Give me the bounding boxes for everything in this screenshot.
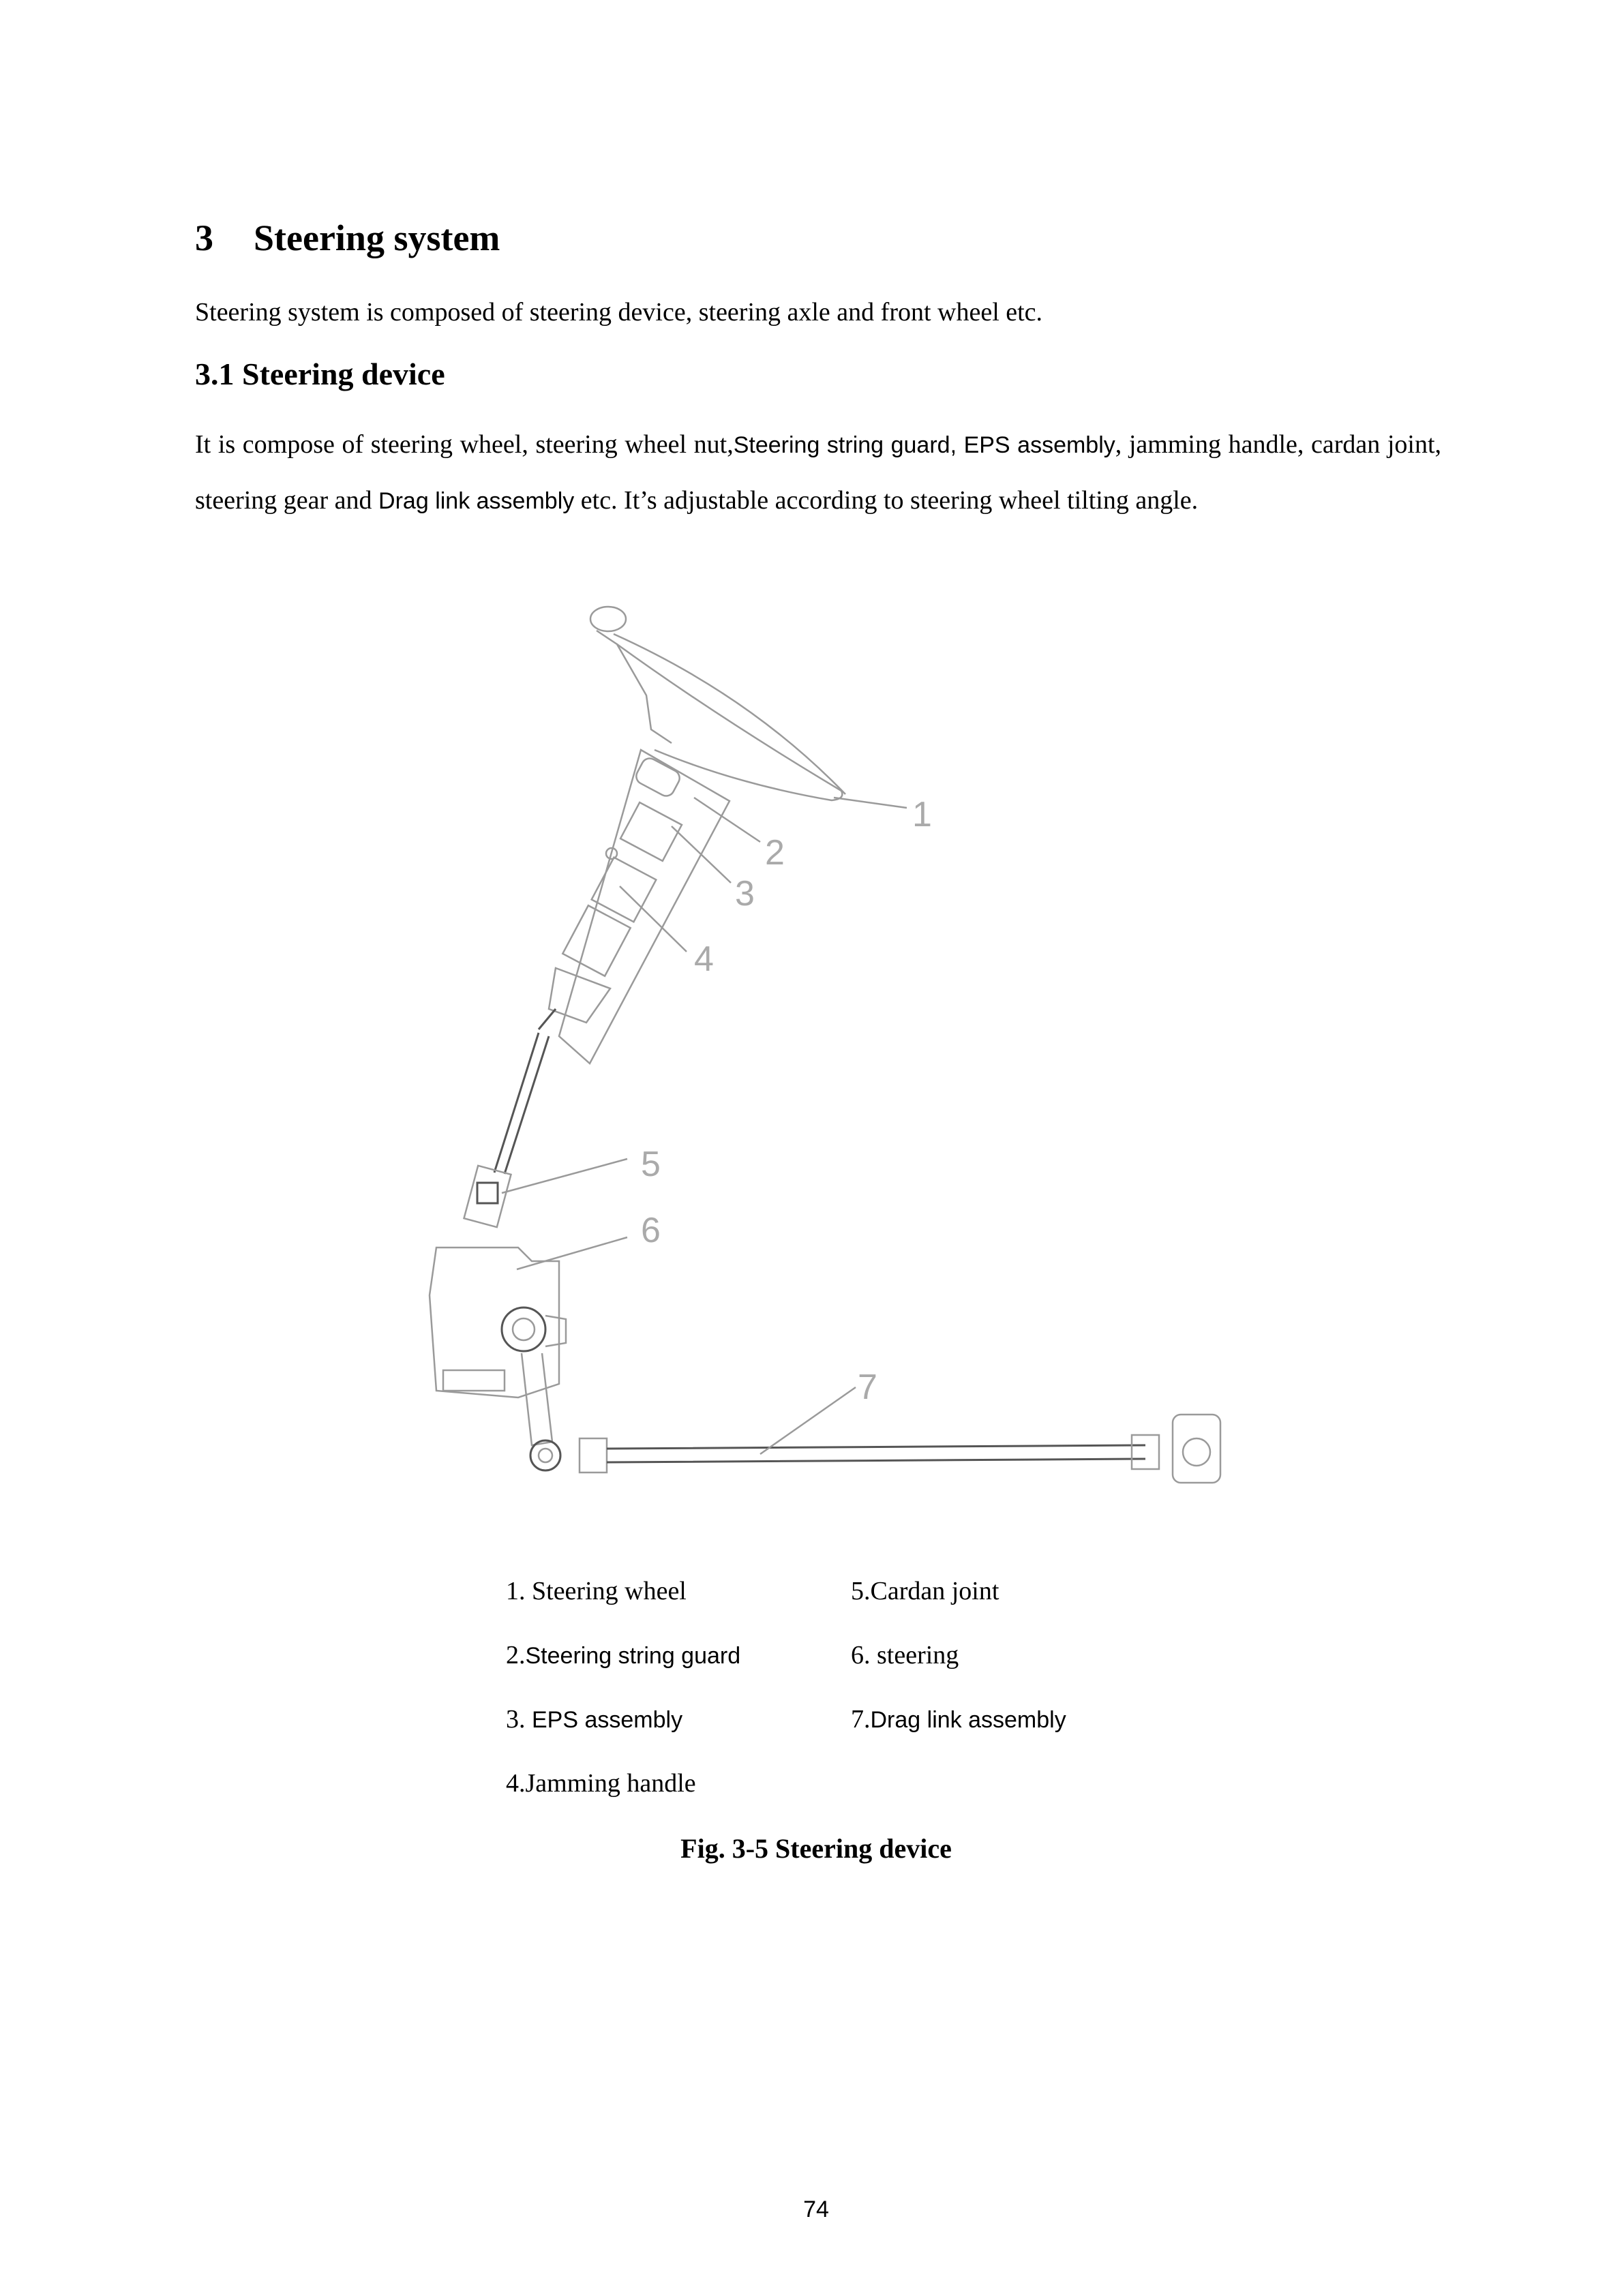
callout-1: 1 xyxy=(912,795,932,834)
section-number: 3 xyxy=(195,217,213,258)
cardan-shaft-drawing xyxy=(464,1033,549,1227)
legend-item: 7.Drag link assembly xyxy=(851,1705,1066,1734)
legend-item: 2.Steering string guard xyxy=(506,1641,741,1670)
para-text: It is compose of steering wheel, steering wheel nut, xyxy=(195,430,734,459)
para-text-sans: Drag link assembly xyxy=(378,488,575,514)
subsection-heading: 3.1 Steering device xyxy=(195,357,445,391)
section-title: Steering system xyxy=(254,217,500,258)
steering-wheel-drawing xyxy=(590,607,845,800)
intro-text: Steering system is composed of steering device, steering axle and front wheel etc. xyxy=(195,298,1043,327)
para-text-sans: Steering string guard, EPS assembly xyxy=(733,432,1115,458)
legend-item: 4.Jamming handle xyxy=(506,1769,696,1798)
callout-5: 5 xyxy=(641,1145,661,1184)
para-text: , jamming handle, cardan joint, steering gear and xyxy=(195,430,1441,515)
legend-item: 1. Steering wheel xyxy=(506,1577,687,1605)
page-number: 74 xyxy=(803,2196,829,2222)
callout-6: 6 xyxy=(641,1211,661,1250)
steering-gear-drawing xyxy=(430,1248,566,1445)
legend-item: 3. EPS assembly xyxy=(506,1705,683,1734)
legend-item: 5.Cardan joint xyxy=(851,1577,999,1605)
callout-7: 7 xyxy=(858,1368,877,1407)
figure-caption: Fig. 3-5 Steering device xyxy=(680,1833,952,1864)
callout-leaders xyxy=(502,798,907,1454)
para-text: etc. It’s adjustable according to steering wheel tilting angle. xyxy=(574,486,1199,515)
callout-4: 4 xyxy=(694,939,714,979)
steering-column-drawing xyxy=(539,750,730,1063)
callout-2: 2 xyxy=(765,833,785,873)
legend-item: 6. steering xyxy=(851,1641,959,1670)
drag-link-drawing xyxy=(530,1415,1220,1483)
callout-3: 3 xyxy=(735,874,755,913)
